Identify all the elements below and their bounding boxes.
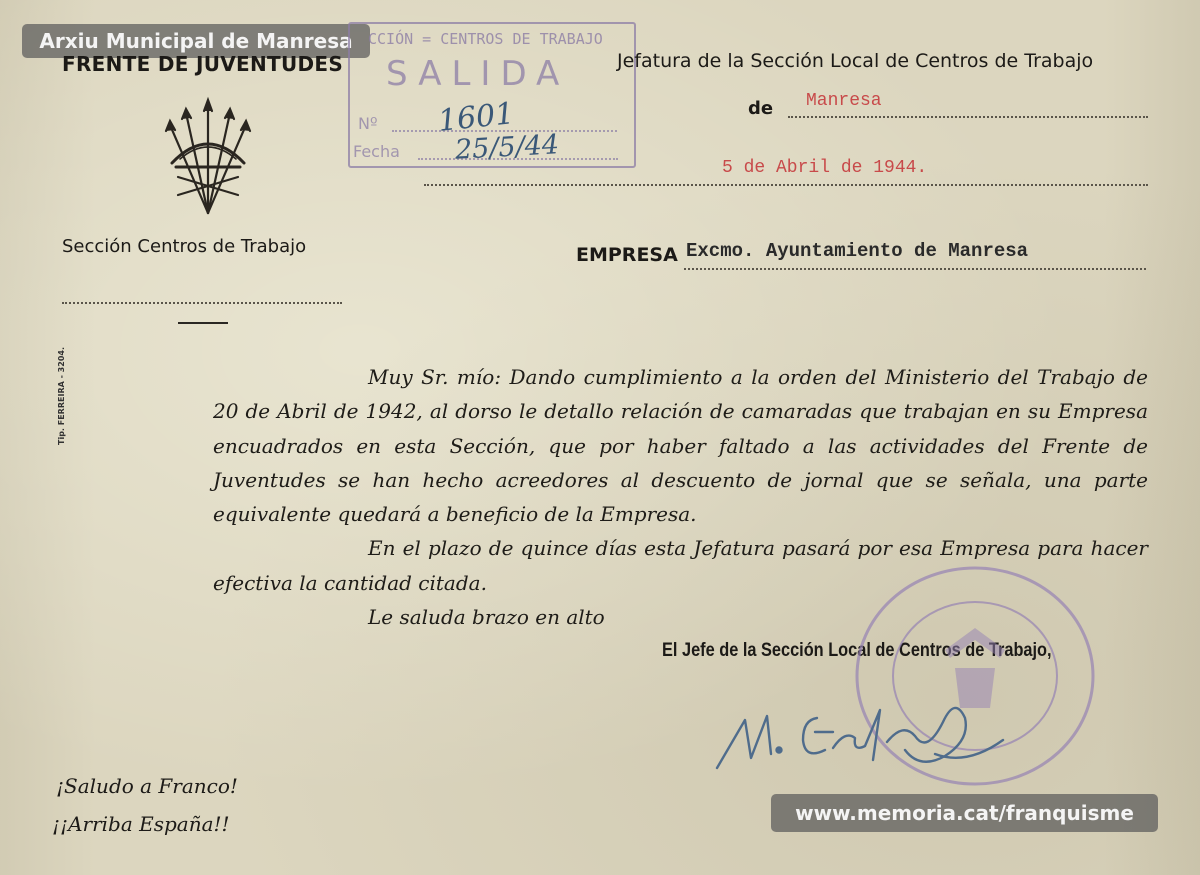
printer-mark: Tip. FERREIRA - 3204.: [57, 347, 66, 445]
handwritten-signature: [705, 670, 1015, 780]
city-value: Manresa: [806, 91, 882, 111]
company-dotted-line: [684, 268, 1146, 270]
stamp-date-value: 25/5/44: [454, 129, 560, 166]
signer-title: El Jefe de la Sección Local de Centros de Trabajo,: [662, 640, 1052, 661]
organization-name: FRENTE DE JUVENTUDES: [62, 52, 344, 76]
body-paragraph-2: En el plazo de quince días esta Jefatura pasará por esa Empresa para hacer efectiva la cantidad citada.: [213, 536, 1148, 595]
stamp-number-value: 1601: [436, 96, 516, 139]
company-name: Excmo. Ayuntamiento de Manresa: [686, 240, 1029, 262]
body-paragraph-1: Muy Sr. mío: Dando cumplimiento a la orden del Ministerio del Trabajo de 20 de Abril de 1942, al dorso le detallo relación de camaradas que trabajan en su Empresa encuadrados en esta Sección, que por haber faltado a las actividades del Frente de Juventudes se han hecho acreedores al descuento de jornal que se señala, una parte equivalente quedará a beneficio de la Empresa.: [213, 365, 1148, 527]
archive-watermark: Arxiu Municipal de Manresa: [22, 24, 370, 58]
section-name: Sección Centros de Trabajo: [62, 236, 307, 257]
stamp-title: SALIDA: [386, 54, 570, 94]
website-watermark: www.memoria.cat/franquisme: [771, 794, 1158, 832]
letter-date: 5 de Abril de 1944.: [722, 158, 928, 178]
stamp-number-label: Nº: [358, 114, 378, 133]
city-dotted-line: [788, 116, 1148, 118]
salutation-line-1: ¡Saludo a Franco!: [56, 774, 238, 798]
body-closing: Le saluda brazo en alto: [368, 605, 605, 630]
company-label: EMPRESA: [576, 244, 678, 266]
section-underline: [178, 322, 228, 324]
stamp-header: CCIÓN = CENTROS DE TRABAJO: [368, 30, 603, 48]
salutation-line-2: ¡¡Arriba España!!: [52, 812, 230, 836]
date-dotted-line: [424, 184, 1148, 186]
office-title: Jefatura de la Sección Local de Centros de Trabajo: [617, 50, 1094, 72]
stamp-date-label: Fecha: [353, 142, 400, 161]
section-dotted-line: [62, 302, 342, 304]
de-label: de: [748, 98, 774, 119]
yoke-and-arrows-emblem-icon: [160, 95, 256, 220]
